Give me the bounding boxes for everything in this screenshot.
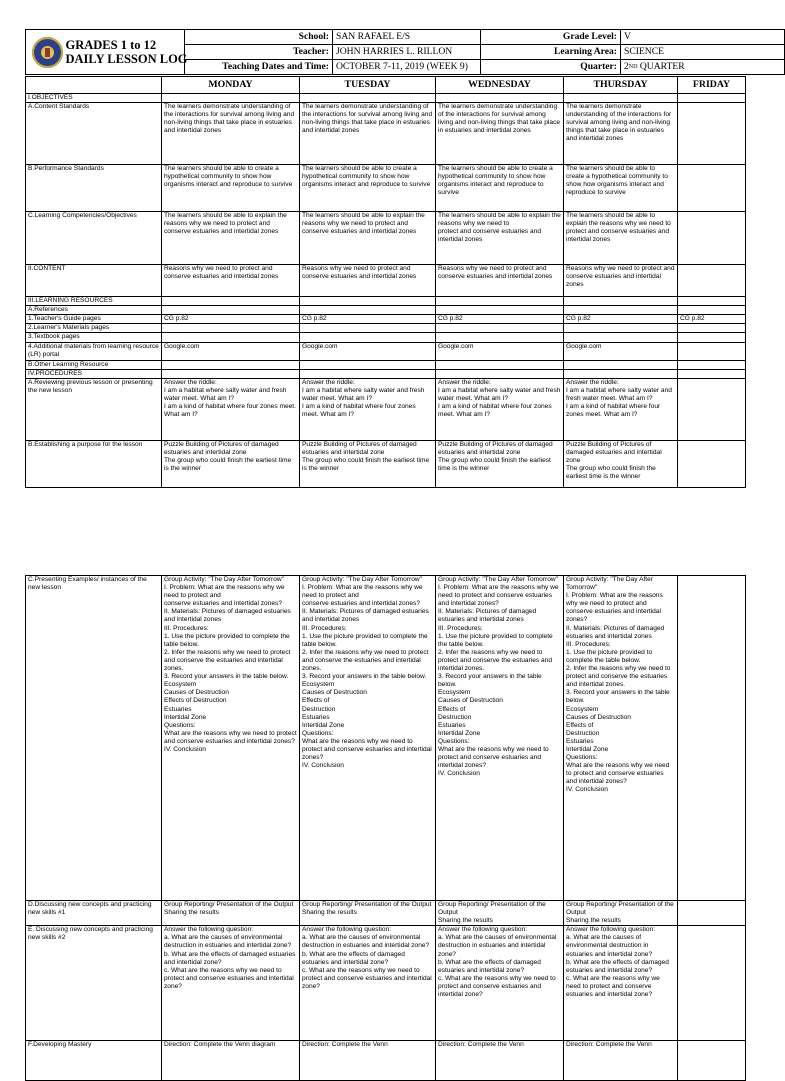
day-cell: The learners should be able to create a hypothetical community to show how organisms interact and reproduce to survive [436, 165, 564, 212]
day-cell: Google.com [300, 342, 436, 360]
day-cell: Direction: Complete the Venn [436, 1041, 564, 1081]
day-cell: Answer the riddle: I am a habitat where salty water and fresh water meet. What am I? I am a kind of habitat where four zones meet. What am I? [436, 378, 564, 440]
day-cell: The learners should be able to explain the reasons why we need to protect and conserve estuaries and intertidal zones [162, 212, 300, 265]
row-label: 4.Additional materials from learning resource (LR) portal [26, 342, 162, 360]
table-row [26, 165, 746, 212]
row-label: C.Presenting Examples/ instances of the new lesson [26, 576, 162, 901]
table-row [26, 333, 746, 342]
table-row [26, 297, 746, 306]
table-row [26, 103, 746, 165]
day-cell [162, 94, 300, 103]
day-cell [436, 369, 564, 378]
teaching-dates-label: Teaching Dates and Time: [185, 60, 333, 75]
day-cell [678, 901, 746, 926]
school-value: SAN RAFAEL E/S [333, 30, 481, 45]
row-label: III.LEARNING RESOURCES [26, 297, 162, 306]
day-cell [678, 342, 746, 360]
day-cell: Google.com [162, 342, 300, 360]
day-header-friday: FRIDAY [678, 77, 746, 94]
day-cell [678, 440, 746, 487]
row-label: A.References [26, 306, 162, 315]
day-cell: Group Reporting/ Presentation of the Output Sharing the results [162, 901, 300, 926]
day-cell [678, 297, 746, 306]
teacher-value: JOHN HARRIES L. RILLON [333, 45, 481, 60]
day-cell: Google.com [436, 342, 564, 360]
day-cell: Puzzle Building of Pictures of damaged estuaries and intertidal zone The group who could finish the earliest time is the winner [162, 440, 300, 487]
row-label: 2.Learner's Materials pages [26, 324, 162, 333]
day-cell [436, 360, 564, 369]
lesson-log-table [25, 76, 746, 488]
day-cell [162, 369, 300, 378]
day-cell [162, 297, 300, 306]
day-cell: Group Activity: "The Day After Tomorrow" I. Problem: What are the reasons why we need to protect and conserve estuaries and intertidal zones? II. Materials: Pictures of damaged estuaries and intertidal zones III. Procedures: 1. Use the picture provided to complete the table below. 2. Infer the reasons why we need to protect and conserve the estuaries and intertidal zones. 3. Record your answers in the table below. Ecosystem Causes of Destruction Effects of Destruction Estuaries Intertidal Zone Questions: What are the reasons why we need to protect and conserve estuaries and intertidal zones? IV. Conclusion [162, 576, 300, 901]
day-cell: Direction: Complete the Venn [300, 1041, 436, 1081]
day-cell [678, 576, 746, 901]
row-label: B.Performance Standards [26, 165, 162, 212]
row-label: D.Discussing new concepts and practicing new skills #1 [26, 901, 162, 926]
table-row [26, 369, 746, 378]
day-cell: Reasons why we need to protect and conserve estuaries and intertidal zones [564, 265, 678, 297]
table-row [26, 440, 746, 487]
table-row [26, 342, 746, 360]
day-cell: Answer the riddle: I am a habitat where salty water and fresh water meet. What am I? I am a kind of habitat where four zones meet. What am I? [564, 378, 678, 440]
day-cell [300, 369, 436, 378]
day-cell [564, 94, 678, 103]
table-row [26, 378, 746, 440]
day-cell [678, 265, 746, 297]
day-header-blank [26, 77, 162, 94]
log-title-line2: DAILY LESSON LOG [65, 52, 188, 66]
day-cell [564, 369, 678, 378]
day-cell: Reasons why we need to protect and conserve estuaries and intertidal zones [300, 265, 436, 297]
day-cell: The learners demonstrate understanding of the interactions for survival among living and non-living things that take place in estuaries and intertidal zones [300, 103, 436, 165]
day-cell [678, 378, 746, 440]
row-label: B.Other Learning Resource [26, 360, 162, 369]
day-cell [300, 324, 436, 333]
lesson-log-table-continued [25, 575, 746, 1081]
day-cell [436, 297, 564, 306]
day-header-monday: MONDAY [162, 77, 300, 94]
day-cell: The learners demonstrate understanding of the interactions for survival among living and non-living things that take place in estuaries and intertidal zones [162, 103, 300, 165]
day-cell [162, 360, 300, 369]
table-row [26, 94, 746, 103]
day-cell: Puzzle Building of Pictures of damaged estuaries and intertidal zone The group who could finish the earliest time is the winner [564, 440, 678, 487]
day-header-tuesday: TUESDAY [300, 77, 436, 94]
day-cell [564, 306, 678, 315]
day-cell [564, 360, 678, 369]
day-cell [436, 324, 564, 333]
day-cell: Answer the following question: a. What are the causes of environmental destruction in estuaries and intertidal zone? b. What are the effects of damaged estuaries and intertidal zone? c. What are the reasons why we need to protect and conserve estuaries and intertidal zone? [300, 926, 436, 1041]
day-cell: CG p.82 [436, 315, 564, 324]
grade-level-label: Grade Level: [481, 30, 621, 45]
teacher-label: Teacher: [185, 45, 333, 60]
deped-seal-icon [32, 37, 63, 68]
row-label: 3.Textbook pages [26, 333, 162, 342]
day-cell [300, 297, 436, 306]
day-cell: The learners demonstrate understanding of the interactions for survival among living and non-living things that take place in estuaries and intertidal zones [564, 103, 678, 165]
row-label: IV.PROCEDURES [26, 369, 162, 378]
learning-area-value: SCIENCE [621, 45, 785, 60]
day-cell: The learners should be able to create a hypothetical community to show how organisms interact and reproduce to survive [300, 165, 436, 212]
quarter-word: QUARTER [637, 61, 685, 72]
grade-level-value: V [621, 30, 785, 45]
school-label: School: [185, 30, 333, 45]
day-cell: Group Activity: "The Day After Tomorrow" I. Problem: What are the reasons why we need to protect and conserve estuaries and intertidal zones? II. Materials: Pictures of damaged estuaries and intertidal zones III. Procedures: 1. Use the picture provided to complete the table below. 2. Infer the reasons why we need to protect and conserve the estuaries and intertidal zones. 3. Record your answers in the table below. Ecosystem Causes of Destruction Effects of Destruction Estuaries Intertidal Zone Questions: What are the reasons why we need to protect and conserve estuaries and intertidal zones? IV. Conclusion [436, 576, 564, 901]
day-cell: Group Activity: "The Day After Tomorrow" I. Problem: What are the reasons why we need to protect and conserve estuaries and intertidal zones? II. Materials: Pictures of damaged estuaries and intertidal zones III. Procedures: 1. Use the picture provided to complete the table below. 2. Infer the reasons why we need to protect and conserve the estuaries and intertidal zones. 3. Record your answers in the table below. Ecosystem Causes of Destruction Effects of Destruction Estuaries Intertidal Zone Questions: What are the reasons why we need to protect and conserve estuaries and intertidal zones? IV. Conclusion [300, 576, 436, 901]
day-cell: Answer the following question: a. What are the causes of environmental destruction in estuaries and intertidal zone? b. What are the effects of damaged estuaries and intertidal zone? c. What are the reasons why we need to protect and conserve estuaries and intertidal zone? [162, 926, 300, 1041]
day-cell: Group Activity: "The Day After Tomorrow" I. Problem: What are the reasons why we need to protect and conserve estuaries and intertidal zones? II. Materials: Pictures of damaged estuaries and intertidal zones III. Procedures: 1. Use the picture provided to complete the table below. 2. Infer the reasons why we need to protect and conserve the estuaries and intertidal zones. 3. Record your answers in the table below. Ecosystem Causes of Destruction Effects of Destruction Estuaries Intertidal Zone Questions: What are the reasons why we need to protect and conserve estuaries and intertidal zones? IV. Conclusion [564, 576, 678, 901]
day-cell: Group Reporting/ Presentation of the Output Sharing the results [564, 901, 678, 926]
day-cell: Direction: Complete the Venn [564, 1041, 678, 1081]
teaching-dates-value: OCTOBER 7-11, 2019 (WEEK 9) [333, 60, 481, 75]
day-cell [678, 212, 746, 265]
day-cell [436, 94, 564, 103]
row-label: A.Reviewing previous lesson or presenting the new lesson [26, 378, 162, 440]
day-cell: Answer the riddle: I am a habitat where salty water and fresh water meet. What am I? I am a kind of habitat where four zones meet. What am I? [162, 378, 300, 440]
day-cell [300, 94, 436, 103]
table-row [26, 360, 746, 369]
day-cell [162, 333, 300, 342]
row-label: 1.Teacher's Guide pages [26, 315, 162, 324]
deped-seal-cell [26, 30, 64, 75]
day-cell [300, 333, 436, 342]
table-row [26, 926, 746, 1041]
day-cell [678, 324, 746, 333]
day-cell [678, 360, 746, 369]
day-cell [162, 306, 300, 315]
table-row [26, 315, 746, 324]
table-row [26, 306, 746, 315]
day-cell: Answer the following question: a. What are the causes of environmental destruction in estuaries and intertidal zone? b. What are the effects of damaged estuaries and intertidal zone? c. What are the reasons why we need to protect and conserve estuaries and intertidal zone? [436, 926, 564, 1041]
row-label: II.CONTENT [26, 265, 162, 297]
day-cell [300, 360, 436, 369]
day-cell: Google.com [564, 342, 678, 360]
table-row [26, 1041, 746, 1081]
quarter-value [621, 60, 785, 75]
day-cell: Reasons why we need to protect and conserve estuaries and intertidal zones [436, 265, 564, 297]
day-header-thursday: THURSDAY [564, 77, 678, 94]
table-row [26, 212, 746, 265]
row-label: C.Learning Competencies/Objectives [26, 212, 162, 265]
log-title-line1: GRADES 1 to 12 [65, 38, 157, 52]
day-cell: The learners should be able to explain the reasons why we need to protect and conserve estuaries and intertidal zones [436, 212, 564, 265]
day-cell: The learners demonstrate understanding of the interactions for survival among living and non-living things that take place in estuaries and intertidal zones [436, 103, 564, 165]
row-label: E. Discussing new concepts and practicing new skills #2 [26, 926, 162, 1041]
day-cell: The learners should be able to explain the reasons why we need to protect and conserve estuaries and intertidal zones [564, 212, 678, 265]
day-cell [678, 926, 746, 1041]
day-cell: CG p.82 [678, 315, 746, 324]
lesson-log-header [25, 29, 744, 74]
day-cell [678, 165, 746, 212]
day-header-wednesday: WEDNESDAY [436, 77, 564, 94]
day-cell: The learners should be able to create a hypothetical community to show how organisms interact and reproduce to survive [162, 165, 300, 212]
quarter-number: 2 [624, 61, 629, 72]
table-row [26, 324, 746, 333]
day-cell: Puzzle Building of Pictures of damaged estuaries and intertidal zone The group who could finish the earliest time is the winner [300, 440, 436, 487]
table-row [26, 265, 746, 297]
day-cell [678, 306, 746, 315]
day-cell: Group Reporting/ Presentation of the Output Sharing the results [436, 901, 564, 926]
day-cell [678, 103, 746, 165]
day-header-row [26, 77, 746, 94]
day-cell [564, 297, 678, 306]
day-cell [300, 306, 436, 315]
day-cell [678, 94, 746, 103]
row-label: F.Developing Mastery [26, 1041, 162, 1081]
day-cell: CG p.82 [162, 315, 300, 324]
day-cell: Direction: Complete the Venn diagram [162, 1041, 300, 1081]
row-label: A.Content Standards [26, 103, 162, 165]
day-cell: Answer the following question: a. What are the causes of environmental destruction in estuaries and intertidal zone? b. What are the effects of damaged estuaries and intertidal zone? c. What are the reasons why we need to protect and conserve estuaries and intertidal zone? [564, 926, 678, 1041]
day-cell [436, 306, 564, 315]
row-label: I.OBJECTIVES [26, 94, 162, 103]
day-cell [436, 333, 564, 342]
day-cell: Reasons why we need to protect and conserve estuaries and intertidal zones [162, 265, 300, 297]
day-cell: The learners should be able to create a hypothetical community to show how organisms interact and reproduce to survive [564, 165, 678, 212]
day-cell [678, 1041, 746, 1081]
day-cell: CG p.82 [300, 315, 436, 324]
day-cell [678, 369, 746, 378]
quarter-suffix: ND [628, 64, 638, 70]
learning-area-label: Learning Area: [481, 45, 621, 60]
row-label: B.Establishing a purpose for the lesson [26, 440, 162, 487]
day-cell: The learners should be able to explain the reasons why we need to protect and conserve estuaries and intertidal zones [300, 212, 436, 265]
day-cell: Group Reporting/ Presentation of the Output Sharing the results [300, 901, 436, 926]
log-title [64, 30, 188, 75]
day-cell: CG p.82 [564, 315, 678, 324]
table-row [26, 901, 746, 926]
day-cell: Answer the riddle: I am a habitat where salty water and fresh water meet. What am I? I am a kind of habitat where four zones meet. What am I? [300, 378, 436, 440]
day-cell [162, 324, 300, 333]
quarter-label: Quarter: [481, 60, 621, 75]
day-cell: Puzzle Building of Pictures of damaged estuaries and intertidal zone The group who could finish the earliest time is the winner [436, 440, 564, 487]
day-cell [564, 333, 678, 342]
table-row [26, 576, 746, 901]
day-cell [564, 324, 678, 333]
day-cell [678, 333, 746, 342]
